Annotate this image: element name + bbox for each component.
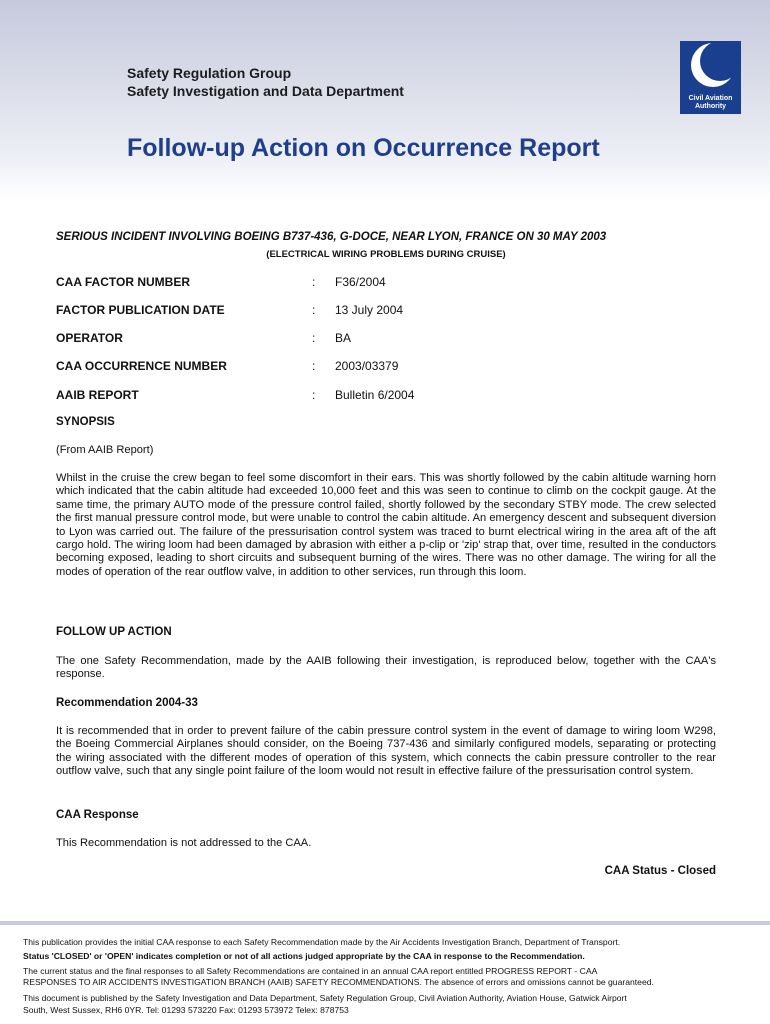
recommendation-heading: Recommendation 2004-33 (56, 697, 198, 709)
field-label: FACTOR PUBLICATION DATE (56, 303, 225, 317)
incident-subtitle: (ELECTRICAL WIRING PROBLEMS DURING CRUISE) (266, 249, 506, 260)
synopsis-heading: SYNOPSIS (56, 416, 115, 428)
field-label: CAA FACTOR NUMBER (56, 275, 190, 289)
logo-text-line1: Civil Aviation (688, 95, 733, 102)
field-row-factor-number (56, 275, 716, 291)
caa-logo-emblem-icon (680, 41, 741, 93)
footer-divider (0, 921, 770, 925)
field-value: F36/2004 (335, 275, 386, 289)
field-colon: : (312, 388, 316, 402)
footer-line: This publication provides the initial CAA response to each Safety Recommendation made by the Air Accidents Investigation Branch, Department of Transport. (23, 937, 621, 947)
footer-contact: South, West Sussex, RH6 0YR. Tel: 01293 573220 Fax: 01293 573972 Telex: 878753 (23, 1005, 349, 1015)
footer-status-note: Status 'CLOSED' or 'OPEN' indicates completion or not of all actions judged appropriate by the CAA in response to the Recommendation. (23, 951, 585, 961)
synopsis-text: Whilst in the cruise the crew began to feel some discomfort in their ears. This was shortly followed by the cabin altitude warning horn which indicated that the cabin altitude had exceeded 10,000 feet and this was seen to continue to climb on the cockpit gauge. At the same time, the primary AUTO mode of the pressure control failed, shortly followed by the secondary STBY mode. The crew selected the first manual pressure control mode, but were unable to control the cabin altitude. An emergency descent and subsequent diversion to Lyon was carried out. The failure of the pressurisation control system was traced to burnt electrical wiring in the area aft of the aft cargo hold. The wiring loom had been damaged by abrasion with either a p-clip or 'zip' strap that, over time, resulted in the conductors becoming exposed, leading to short circuits and subsequent burning of the wires. There was no other damage. The wiring for all the modes of operation of the rear outflow valve, in addition to other services, run through this loom. (56, 472, 716, 578)
field-value: 13 July 2004 (335, 303, 404, 317)
follow-up-text: The one Safety Recommendation, made by the AAIB following their investigation, is reproduced below, together with the CAA's response. (56, 655, 716, 681)
org-name: Safety Regulation Group (127, 65, 292, 81)
field-label: AAIB REPORT (56, 388, 139, 402)
footer-line: The current status and the final responses to all Safety Recommendations are contained in an annual CAA report entitled PROGRESS REPORT - CAA (23, 966, 598, 976)
incident-title: SERIOUS INCIDENT INVOLVING BOEING B737-436, G-DOCE, NEAR LYON, FRANCE ON 30 MAY 2003 (56, 231, 607, 243)
field-colon: : (312, 275, 316, 289)
department-name: Safety Investigation and Data Department (127, 83, 404, 99)
recommendation-text: It is recommended that in order to prevent failure of the cabin pressure control system in the event of damage to wiring loom W298, the Boeing Commercial Airplanes should consider, on the Boeing 737-436 and similarly configured models, separating or protecting the wiring associated with the different modes of operation of this system, which connects the cabin pressure controller to the rear outflow valve, such that any single point failure of the loom would not result in effective failure of the pressurisation control system. (56, 725, 716, 778)
field-value: Bulletin 6/2004 (335, 388, 415, 402)
footer-line: RESPONSES TO AIR ACCIDENTS INVESTIGATION BRANCH (AAIB) SAFETY RECOMMENDATIONS. The absence of errors and omissions cannot be guaranteed. (23, 977, 654, 987)
caa-response-heading: CAA Response (56, 809, 139, 821)
field-label: OPERATOR (56, 331, 123, 345)
caa-status: CAA Status - Closed (604, 865, 716, 877)
field-colon: : (312, 331, 316, 345)
field-value: BA (335, 331, 352, 345)
caa-logo (680, 41, 741, 114)
header-band (0, 0, 770, 200)
field-value: 2003/03379 (335, 359, 399, 373)
page-title: Follow-up Action on Occurrence Report (127, 134, 600, 162)
logo-text-line2: Authority (694, 103, 727, 110)
field-colon: : (312, 359, 316, 373)
field-label: CAA OCCURRENCE NUMBER (56, 359, 227, 373)
caa-response-text: This Recommendation is not addressed to the CAA. (56, 837, 312, 849)
follow-up-heading: FOLLOW UP ACTION (56, 626, 172, 638)
synopsis-source: (From AAIB Report) (56, 444, 154, 456)
field-row-occurrence-number (56, 359, 716, 375)
field-row-publication-date (56, 303, 716, 319)
field-colon: : (312, 303, 316, 317)
field-row-operator (56, 331, 716, 347)
field-row-aaib-report (56, 388, 716, 404)
footer-line: This document is published by the Safety Investigation and Data Department, Safety Regulation Group, Civil Aviation Authority, Aviation House, Gatwick Airport (23, 993, 627, 1003)
